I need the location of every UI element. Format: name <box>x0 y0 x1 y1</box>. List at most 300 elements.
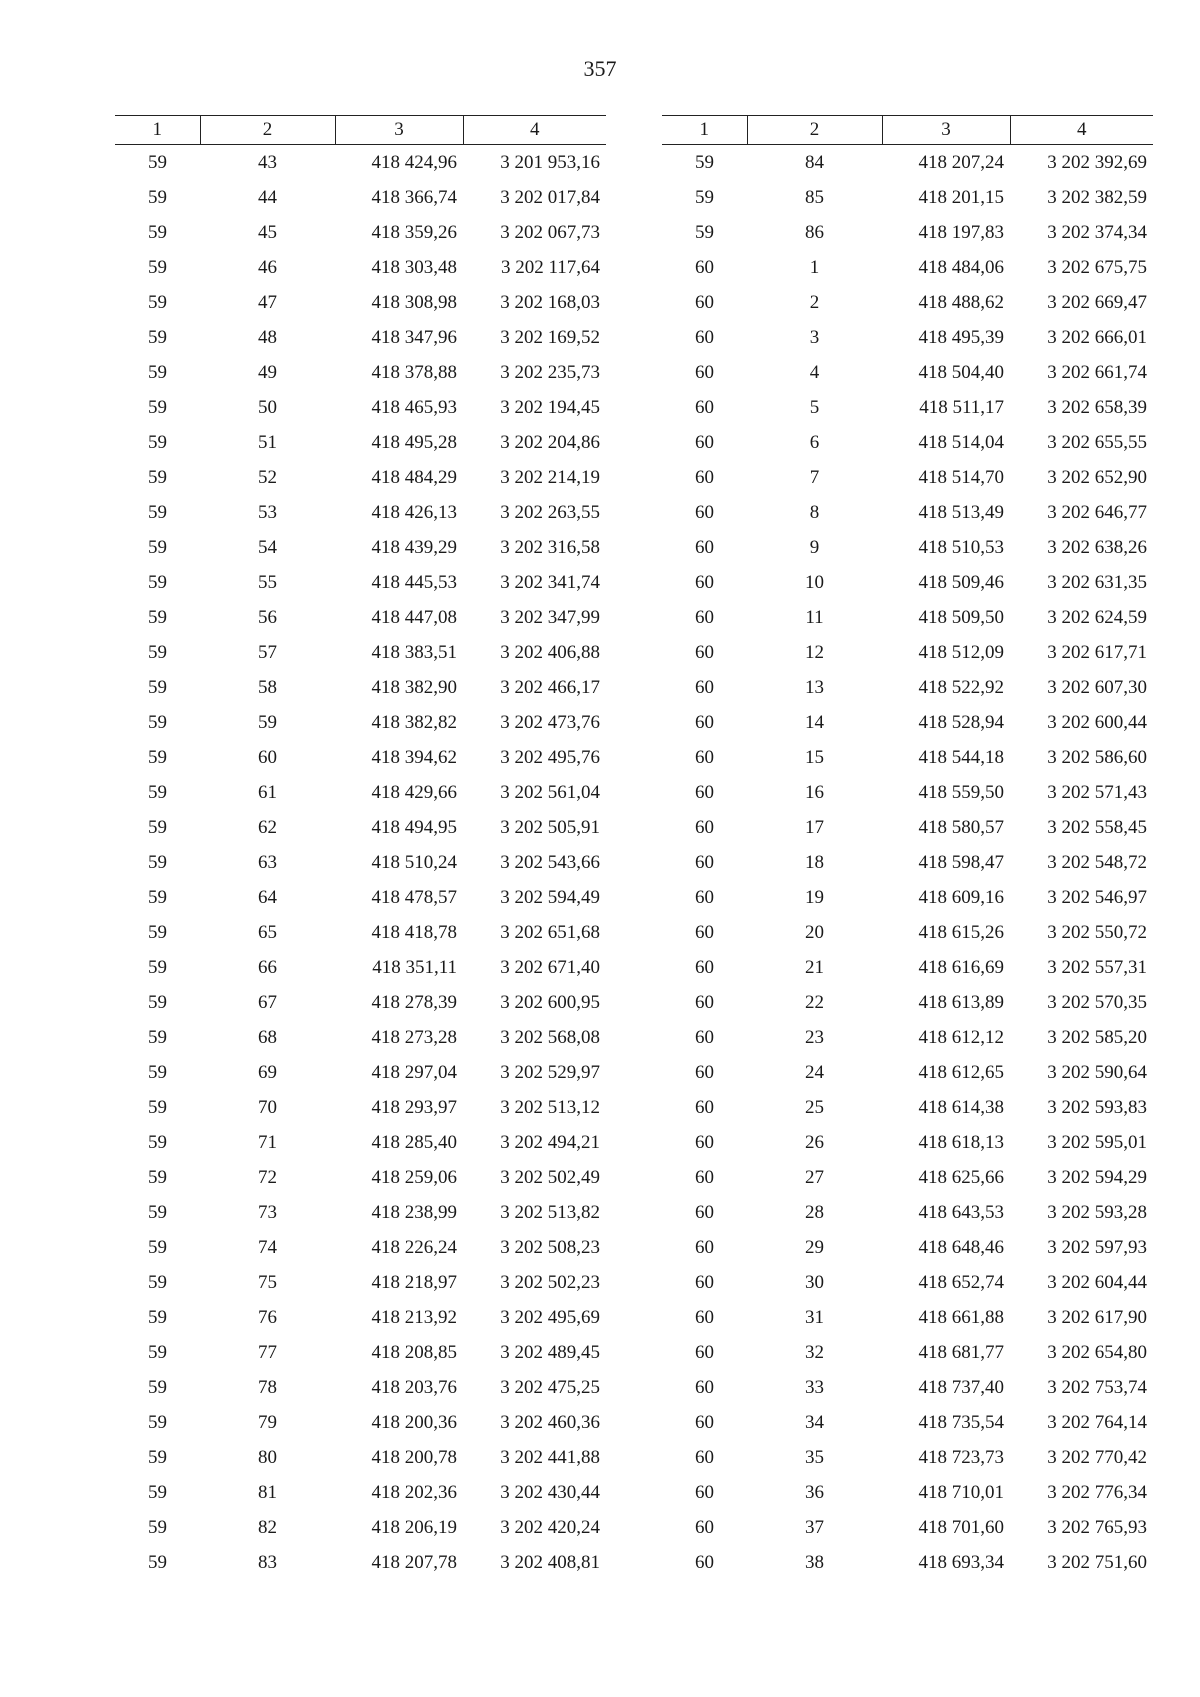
table-cell: 59 <box>148 886 167 908</box>
table-cell: 59 <box>148 676 167 698</box>
table-cell: 3 202 765,93 <box>1047 1516 1147 1538</box>
table-cell: 67 <box>258 991 277 1013</box>
table-row <box>115 1055 606 1090</box>
table-cell: 60 <box>695 886 714 908</box>
table-cell: 46 <box>258 256 277 278</box>
table-cell: 62 <box>258 816 277 838</box>
table-cell: 47 <box>258 291 277 313</box>
table-cell: 59 <box>148 1131 167 1153</box>
table-row <box>662 1545 1153 1580</box>
table-cell: 3 <box>809 326 820 348</box>
table-cell: 37 <box>805 1516 824 1538</box>
table-row <box>662 915 1153 950</box>
table-row <box>662 320 1153 355</box>
table-cell: 418 213,92 <box>371 1306 457 1328</box>
table-cell: 25 <box>805 1096 824 1118</box>
table-row <box>662 425 1153 460</box>
table-cell: 22 <box>805 991 824 1013</box>
table-cell: 3 202 764,14 <box>1047 1411 1147 1433</box>
table-row <box>115 915 606 950</box>
column-header: 4 <box>463 116 606 145</box>
table-cell: 18 <box>805 851 824 873</box>
table-cell: 60 <box>695 781 714 803</box>
table-cell: 60 <box>695 1376 714 1398</box>
table-cell: 3 202 466,17 <box>500 676 600 698</box>
table-cell: 58 <box>258 676 277 698</box>
table-cell: 3 202 502,49 <box>500 1166 600 1188</box>
table-cell: 3 201 953,16 <box>500 151 600 173</box>
table-row <box>115 1370 606 1405</box>
table-cell: 3 202 508,23 <box>500 1236 600 1258</box>
table-cell: 418 426,13 <box>371 501 457 523</box>
table-cell: 50 <box>258 396 277 418</box>
table-cell: 26 <box>805 1131 824 1153</box>
table-row <box>115 565 606 600</box>
table-cell: 60 <box>695 466 714 488</box>
table-row <box>115 1195 606 1230</box>
table-cell: 6 <box>809 431 820 453</box>
table-cell: 52 <box>258 466 277 488</box>
table-cell: 59 <box>148 291 167 313</box>
table-cell: 3 202 382,59 <box>1047 186 1147 208</box>
table-cell: 60 <box>695 501 714 523</box>
table-cell: 57 <box>258 641 277 663</box>
table-cell: 15 <box>805 746 824 768</box>
table-cell: 3 202 638,26 <box>1047 536 1147 558</box>
table-cell: 60 <box>695 1516 714 1538</box>
table-cell: 3 202 600,44 <box>1047 711 1147 733</box>
table-row <box>115 1335 606 1370</box>
table-cell: 3 202 652,90 <box>1047 466 1147 488</box>
table-row <box>662 845 1153 880</box>
table-row <box>662 1405 1153 1440</box>
table-cell: 3 202 595,01 <box>1047 1131 1147 1153</box>
table-cell: 418 200,78 <box>371 1446 457 1468</box>
table-cell: 3 202 341,74 <box>500 571 600 593</box>
table-cell: 59 <box>148 466 167 488</box>
table-cell: 59 <box>148 1376 167 1398</box>
table-body-right <box>662 145 1153 1581</box>
table-cell: 418 429,66 <box>371 781 457 803</box>
table-cell: 59 <box>148 396 167 418</box>
table-cell: 74 <box>258 1236 277 1258</box>
table-cell: 23 <box>805 1026 824 1048</box>
table-row <box>115 1440 606 1475</box>
table-cell: 29 <box>805 1236 824 1258</box>
table-cell: 3 202 600,95 <box>500 991 600 1013</box>
table-cell: 3 202 420,24 <box>500 1516 600 1538</box>
table-cell: 59 <box>148 1446 167 1468</box>
table-cell: 68 <box>258 1026 277 1048</box>
table-row <box>662 705 1153 740</box>
header-row <box>115 116 606 145</box>
table-cell: 3 202 214,19 <box>500 466 600 488</box>
table-cell: 3 202 624,59 <box>1047 606 1147 628</box>
table-cell: 60 <box>695 1271 714 1293</box>
table-row <box>115 460 606 495</box>
column-header: 1 <box>115 116 200 145</box>
table-row <box>662 530 1153 565</box>
column-header: 4 <box>1010 116 1153 145</box>
table-row <box>115 355 606 390</box>
table-cell: 60 <box>695 1236 714 1258</box>
table-cell: 418 203,76 <box>371 1376 457 1398</box>
table-row <box>662 1195 1153 1230</box>
table-cell: 418 484,29 <box>371 466 457 488</box>
table-cell: 43 <box>258 151 277 173</box>
table-cell: 3 202 597,93 <box>1047 1236 1147 1258</box>
table-cell: 70 <box>258 1096 277 1118</box>
table-cell: 3 202 543,66 <box>500 851 600 873</box>
table-row <box>115 530 606 565</box>
table-cell: 418 710,01 <box>918 1481 1004 1503</box>
table-cell: 3 202 194,45 <box>500 396 600 418</box>
table-cell: 60 <box>695 1026 714 1048</box>
table-row <box>115 1475 606 1510</box>
table-cell: 3 202 568,08 <box>500 1026 600 1048</box>
table-cell: 60 <box>695 1481 714 1503</box>
table-cell: 59 <box>148 1551 167 1573</box>
table-cell: 418 504,40 <box>918 361 1004 383</box>
table-cell: 56 <box>258 606 277 628</box>
table-row <box>115 250 606 285</box>
table-row <box>115 180 606 215</box>
table-cell: 418 303,48 <box>371 256 457 278</box>
table-cell: 45 <box>258 221 277 243</box>
table-cell: 418 424,96 <box>371 151 457 173</box>
table-cell: 21 <box>805 956 824 978</box>
table-cell: 3 202 017,84 <box>500 186 600 208</box>
table-cell: 59 <box>148 501 167 523</box>
table-cell: 418 511,17 <box>919 396 1004 418</box>
table-cell: 53 <box>258 501 277 523</box>
page-number: 357 <box>583 56 617 81</box>
table-cell: 418 514,70 <box>918 466 1004 488</box>
table-cell: 418 737,40 <box>918 1376 1004 1398</box>
table-cell: 59 <box>148 641 167 663</box>
table-cell: 418 514,04 <box>918 431 1004 453</box>
table-cell: 60 <box>695 1341 714 1363</box>
table-cell: 418 609,16 <box>918 886 1004 908</box>
table-cell: 59 <box>695 186 714 208</box>
table-cell: 60 <box>695 676 714 698</box>
table-cell: 418 278,39 <box>371 991 457 1013</box>
table-cell: 418 495,28 <box>371 431 457 453</box>
table-cell: 59 <box>695 151 714 173</box>
table-cell: 418 207,24 <box>918 151 1004 173</box>
table-cell: 418 445,53 <box>371 571 457 593</box>
table-cell: 3 202 593,28 <box>1047 1201 1147 1223</box>
table-cell: 3 202 316,58 <box>500 536 600 558</box>
table-row <box>662 1020 1153 1055</box>
table-row <box>115 670 606 705</box>
table-row <box>662 600 1153 635</box>
table-cell: 418 366,74 <box>371 186 457 208</box>
table-cell: 3 202 347,99 <box>500 606 600 628</box>
table-cell: 3 202 169,52 <box>500 326 600 348</box>
table-cell: 59 <box>148 991 167 1013</box>
table-cell: 418 618,13 <box>918 1131 1004 1153</box>
table-cell: 3 202 263,55 <box>500 501 600 523</box>
table-cell: 3 202 631,35 <box>1047 571 1147 593</box>
table-row <box>662 810 1153 845</box>
table-row <box>115 1020 606 1055</box>
table-cell: 418 351,11 <box>372 956 457 978</box>
table-cell: 77 <box>258 1341 277 1363</box>
table-body-left <box>115 145 606 1581</box>
table-cell: 33 <box>805 1376 824 1398</box>
table-row <box>115 1125 606 1160</box>
table-cell: 3 202 392,69 <box>1047 151 1147 173</box>
table-cell: 60 <box>695 991 714 1013</box>
table-row <box>115 495 606 530</box>
table-cell: 66 <box>258 956 277 978</box>
table-row <box>115 1510 606 1545</box>
table-row <box>115 740 606 775</box>
table-cell: 38 <box>805 1551 824 1573</box>
table-cell: 3 202 570,35 <box>1047 991 1147 1013</box>
table-cell: 418 544,18 <box>918 746 1004 768</box>
coordinates-table-right <box>662 115 1153 1580</box>
table-cell: 59 <box>148 711 167 733</box>
table-cell: 85 <box>805 186 824 208</box>
table-cell: 418 478,57 <box>371 886 457 908</box>
table-cell: 418 614,38 <box>918 1096 1004 1118</box>
table-cell: 3 202 671,40 <box>500 956 600 978</box>
table-cell: 83 <box>258 1551 277 1573</box>
table-row <box>662 250 1153 285</box>
table-row <box>115 600 606 635</box>
table-cell: 8 <box>809 501 820 523</box>
table-cell: 418 701,60 <box>918 1516 1004 1538</box>
table-cell: 418 528,94 <box>918 711 1004 733</box>
table-cell: 81 <box>258 1481 277 1503</box>
table-cell: 3 202 655,55 <box>1047 431 1147 453</box>
table-cell: 3 202 548,72 <box>1047 851 1147 873</box>
table-cell: 3 202 117,64 <box>500 256 600 278</box>
table-cell: 418 648,46 <box>918 1236 1004 1258</box>
table-cell: 3 202 529,97 <box>500 1061 600 1083</box>
table-row <box>662 950 1153 985</box>
table-cell: 3 202 374,34 <box>1047 221 1147 243</box>
table-cell: 12 <box>805 641 824 663</box>
table-row <box>662 1090 1153 1125</box>
table-row <box>115 775 606 810</box>
table-cell: 418 494,95 <box>371 816 457 838</box>
table-row <box>115 1160 606 1195</box>
table-cell: 418 509,50 <box>918 606 1004 628</box>
table-cell: 59 <box>148 1411 167 1433</box>
table-cell: 59 <box>148 1096 167 1118</box>
table-cell: 9 <box>809 536 820 558</box>
table-cell: 59 <box>258 711 277 733</box>
table-cell: 60 <box>695 571 714 593</box>
table-cell: 60 <box>695 816 714 838</box>
table-cell: 17 <box>805 816 824 838</box>
table-cell: 48 <box>258 326 277 348</box>
table-cell: 418 652,74 <box>918 1271 1004 1293</box>
table-row <box>662 495 1153 530</box>
table-cell: 3 202 607,30 <box>1047 676 1147 698</box>
table-cell: 71 <box>258 1131 277 1153</box>
table-row <box>115 1545 606 1580</box>
table-cell: 418 378,88 <box>371 361 457 383</box>
table-cell: 3 202 646,77 <box>1047 501 1147 523</box>
table-row <box>662 355 1153 390</box>
table-row <box>662 285 1153 320</box>
table-cell: 418 439,29 <box>371 536 457 558</box>
table-cell: 60 <box>695 1446 714 1468</box>
table-cell: 418 207,78 <box>371 1551 457 1573</box>
column-header: 3 <box>882 116 1010 145</box>
table-cell: 418 612,12 <box>918 1026 1004 1048</box>
table-cell: 418 359,26 <box>371 221 457 243</box>
table-cell: 59 <box>148 606 167 628</box>
table-cell: 59 <box>148 256 167 278</box>
table-cell: 59 <box>148 816 167 838</box>
table-cell: 84 <box>805 151 824 173</box>
table-cell: 3 202 550,72 <box>1047 921 1147 943</box>
table-row <box>115 705 606 740</box>
table-cell: 31 <box>805 1306 824 1328</box>
table-cell: 3 202 571,43 <box>1047 781 1147 803</box>
table-cell: 59 <box>148 536 167 558</box>
table-cell: 60 <box>695 1166 714 1188</box>
table-cell: 3 202 776,34 <box>1047 1481 1147 1503</box>
table-cell: 418 613,89 <box>918 991 1004 1013</box>
table-row <box>115 810 606 845</box>
table-cell: 60 <box>695 361 714 383</box>
table-row <box>662 1510 1153 1545</box>
table-cell: 418 382,82 <box>371 711 457 733</box>
table-row <box>115 215 606 250</box>
table-cell: 59 <box>148 1481 167 1503</box>
table-cell: 418 612,65 <box>918 1061 1004 1083</box>
table-cell: 24 <box>805 1061 824 1083</box>
table-cell: 418 383,51 <box>371 641 457 663</box>
table-cell: 59 <box>148 1306 167 1328</box>
table-row <box>662 145 1153 181</box>
table-cell: 63 <box>258 851 277 873</box>
table-cell: 59 <box>148 221 167 243</box>
column-header: 2 <box>747 116 882 145</box>
table-cell: 13 <box>805 676 824 698</box>
table-row <box>115 1405 606 1440</box>
table-cell: 3 202 651,68 <box>500 921 600 943</box>
table-cell: 59 <box>148 151 167 173</box>
table-cell: 65 <box>258 921 277 943</box>
table-cell: 60 <box>695 711 714 733</box>
table-cell: 59 <box>148 956 167 978</box>
table-row <box>662 390 1153 425</box>
table-cell: 60 <box>695 746 714 768</box>
table-row <box>115 425 606 460</box>
table-row <box>115 845 606 880</box>
table-cell: 3 202 753,74 <box>1047 1376 1147 1398</box>
table-cell: 418 206,19 <box>371 1516 457 1538</box>
table-cell: 7 <box>809 466 820 488</box>
table-row <box>662 1230 1153 1265</box>
table-cell: 3 202 502,23 <box>500 1271 600 1293</box>
table-cell: 3 202 585,20 <box>1047 1026 1147 1048</box>
table-cell: 418 202,36 <box>371 1481 457 1503</box>
table-cell: 60 <box>695 1061 714 1083</box>
table-cell: 418 259,06 <box>371 1166 457 1188</box>
table-cell: 3 202 675,75 <box>1047 256 1147 278</box>
table-cell: 16 <box>805 781 824 803</box>
table-cell: 72 <box>258 1166 277 1188</box>
table-cell: 418 509,46 <box>918 571 1004 593</box>
table-cell: 59 <box>148 1341 167 1363</box>
table-cell: 54 <box>258 536 277 558</box>
table-cell: 78 <box>258 1376 277 1398</box>
table-cell: 59 <box>148 186 167 208</box>
table-cell: 418 200,36 <box>371 1411 457 1433</box>
table-row <box>662 1335 1153 1370</box>
table-cell: 49 <box>258 361 277 383</box>
table-cell: 20 <box>805 921 824 943</box>
table-cell: 27 <box>805 1166 824 1188</box>
table-cell: 418 197,83 <box>918 221 1004 243</box>
table-cell: 3 202 590,64 <box>1047 1061 1147 1083</box>
table-cell: 418 447,08 <box>371 606 457 628</box>
table-cell: 60 <box>695 1411 714 1433</box>
table-cell: 418 513,49 <box>918 501 1004 523</box>
table-cell: 3 202 654,80 <box>1047 1341 1147 1363</box>
table-cell: 418 382,90 <box>371 676 457 698</box>
table-cell: 418 488,62 <box>918 291 1004 313</box>
table-cell: 59 <box>148 1026 167 1048</box>
table-row <box>115 320 606 355</box>
table-cell: 418 522,92 <box>918 676 1004 698</box>
table-cell: 36 <box>805 1481 824 1503</box>
table-cell: 418 615,26 <box>918 921 1004 943</box>
table-cell: 418 273,28 <box>371 1026 457 1048</box>
table-row <box>115 1300 606 1335</box>
table-cell: 73 <box>258 1201 277 1223</box>
table-cell: 59 <box>148 781 167 803</box>
table-cell: 30 <box>805 1271 824 1293</box>
table-cell: 418 218,97 <box>371 1271 457 1293</box>
table-cell: 418 238,99 <box>371 1201 457 1223</box>
table-cell: 3 202 473,76 <box>500 711 600 733</box>
table-row <box>115 1230 606 1265</box>
table-row <box>115 635 606 670</box>
table-cell: 59 <box>148 746 167 768</box>
table-cell: 3 202 204,86 <box>500 431 600 453</box>
table-row <box>662 985 1153 1020</box>
table-cell: 69 <box>258 1061 277 1083</box>
table-cell: 80 <box>258 1446 277 1468</box>
table-cell: 59 <box>148 1271 167 1293</box>
table-cell: 418 297,04 <box>371 1061 457 1083</box>
table-cell: 32 <box>805 1341 824 1363</box>
table-cell: 3 202 593,83 <box>1047 1096 1147 1118</box>
table-cell: 418 208,85 <box>371 1341 457 1363</box>
table-cell: 60 <box>695 1551 714 1573</box>
table-cell: 59 <box>148 1236 167 1258</box>
table-cell: 3 202 495,69 <box>500 1306 600 1328</box>
table-cell: 3 202 441,88 <box>500 1446 600 1468</box>
table-cell: 60 <box>695 956 714 978</box>
table-cell: 59 <box>148 326 167 348</box>
column-header: 2 <box>200 116 335 145</box>
table-cell: 3 202 475,25 <box>500 1376 600 1398</box>
column-header: 3 <box>335 116 463 145</box>
table-row <box>662 1440 1153 1475</box>
table-cell: 3 202 658,39 <box>1047 396 1147 418</box>
table-cell: 3 202 406,88 <box>500 641 600 663</box>
